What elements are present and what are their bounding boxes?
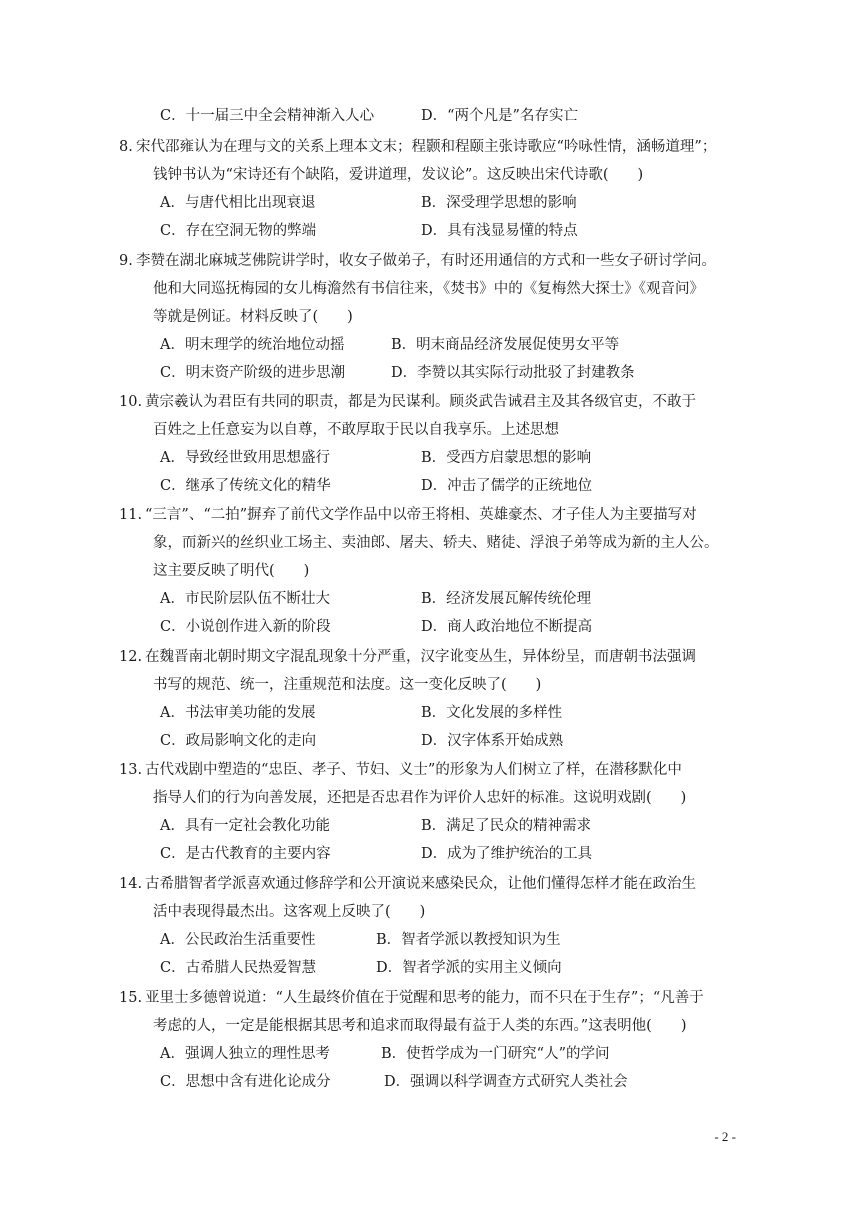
- option-14c: C．古希腊人民热爱智慧: [160, 960, 317, 976]
- question-number: 10.: [119, 394, 143, 410]
- option-7c: C．十一届三中全会精神渐入人心: [160, 108, 375, 124]
- question-text: 象，而新兴的丝织业工场主、卖油郎、屠夫、轿夫、赌徒、浮浪子弟等成为新的主人公。: [153, 535, 719, 551]
- question-number: 14.: [119, 876, 143, 892]
- question-number: 11.: [119, 507, 143, 523]
- option-10d: D．冲击了儒学的正统地位: [421, 478, 593, 494]
- question-number: 8.: [119, 139, 133, 155]
- option-9b: B．明末商品经济发展促使男女平等: [391, 337, 620, 353]
- option-14d: D．智者学派的实用主义倾向: [376, 960, 562, 976]
- question-text: 指导人们的行为向善发展，还把是否忠君作为评价人忠奸的标准。这说明戏剧( ): [153, 790, 687, 806]
- question-text: 宋代邵雍认为在理与文的关系上理本文末；程颢和程颐主张诗歌应“吟咏性情，涵畅道理”；: [136, 139, 717, 155]
- question-text: 等就是例证。材料反映了( ): [153, 309, 353, 325]
- option-7d: D．“两个凡是”名存实亡: [421, 108, 578, 124]
- option-9d: D．李赞以其实际行动批驳了封建教条: [391, 365, 635, 381]
- question-text: 亚里士多德曾说道：“人生最终价值在于觉醒和思考的能力，而不只在于生存”；“凡善于: [145, 990, 704, 1006]
- option-13b: B．满足了民众的精神需求: [421, 818, 592, 834]
- option-11a: A．市民阶层队伍不断壮大: [160, 591, 330, 607]
- option-14a: A．公民政治生活重要性: [160, 932, 316, 948]
- question-text: “三言”、“二拍”摒弃了前代文学作品中以帝王将相、英雄豪杰、才子佳人为主要描写对: [145, 507, 697, 523]
- option-12c: C．政局影响文化的走向: [160, 733, 317, 749]
- option-13d: D．成为了维护统治的工具: [421, 846, 593, 862]
- option-9c: C．明末资产阶级的进步思潮: [160, 365, 346, 381]
- question-text: 在魏晋南北朝时期文字混乱现象十分严重，汉字讹变丛生，异体纷呈，而唐朝书法强调: [145, 649, 696, 665]
- option-8b: B．深受理学思想的影响: [421, 195, 577, 211]
- option-12a: A．书法审美功能的发展: [160, 705, 316, 721]
- option-8a: A．与唐代相比出现衰退: [160, 195, 316, 211]
- page-number: - 2 -: [714, 1129, 736, 1144]
- question-text: 黄宗羲认为君臣有共同的职责，都是为民谋利。顾炎武告诫君主及其各级官吏，不敢于: [145, 394, 696, 410]
- option-12b: B．文化发展的多样性: [421, 705, 563, 721]
- question-number: 15.: [119, 990, 143, 1006]
- option-13a: A．具有一定社会教化功能: [160, 818, 330, 834]
- option-11b: B．经济发展瓦解传统伦理: [421, 591, 592, 607]
- option-11d: D．商人政治地位不断提高: [421, 619, 593, 635]
- option-11c: C．小说创作进入新的阶段: [160, 619, 331, 635]
- option-13c: C．是古代教育的主要内容: [160, 846, 331, 862]
- question-text: 李赞在湖北麻城芝佛院讲学时，收女子做弟子，有时还用通信的方式和一些女子研讨学问。: [136, 253, 716, 269]
- question-number: 13.: [119, 762, 143, 778]
- question-number: 12.: [119, 649, 143, 665]
- option-12d: D．汉字体系开始成熟: [421, 733, 564, 749]
- option-10c: C．继承了传统文化的精华: [160, 478, 331, 494]
- question-text: 活中表现得最杰出。这客观上反映了( ): [153, 904, 426, 920]
- option-15d: D．强调以科学调查方式研究人类社会: [384, 1074, 628, 1090]
- option-15a: A．强调人独立的理性思考: [160, 1046, 330, 1062]
- question-text: 古希腊智者学派喜欢通过修辞学和公开演说来感染民众，让他们懂得怎样才能在政治生: [145, 876, 696, 892]
- question-text: 钱钟书认为“宋诗还有个缺陷，爱讲道理，发议论”。这反映出宋代诗歌( ): [153, 167, 644, 183]
- question-text: 这主要反映了明代( ): [153, 563, 310, 579]
- option-10b: B．受西方启蒙思想的影响: [421, 450, 592, 466]
- option-8c: C．存在空洞无物的弊端: [160, 223, 317, 239]
- option-10a: A．导致经世致用思想盛行: [160, 450, 330, 466]
- option-14b: B．智者学派以教授知识为生: [376, 932, 561, 948]
- question-text: 考虑的人，一定是能根据其思考和追求而取得最有益于人类的东西。”这表明他( ): [153, 1018, 687, 1034]
- question-text: 他和大同巡抚梅园的女儿梅澹然有书信往来，《焚书》中的《复梅然大探士》《观音问》: [153, 281, 704, 297]
- option-15c: C．思想中含有进化论成分: [160, 1074, 331, 1090]
- option-9a: A．明末理学的统治地位动摇: [160, 337, 345, 353]
- question-text: 古代戏剧中塑造的“忠臣、孝子、节妇、义士”的形象为人们树立了样，在潜移默化中: [145, 762, 682, 778]
- question-text: 百姓之上任意妄为以自尊，不敢厚取于民以自我享乐。上述思想: [153, 422, 559, 438]
- question-number: 9.: [119, 253, 133, 269]
- option-8d: D．具有浅显易懂的特点: [421, 223, 578, 239]
- question-text: 书写的规范、统一，注重规范和法度。这一变化反映了( ): [153, 677, 542, 693]
- option-15b: B．使哲学成为一门研究“人”的学问: [381, 1046, 610, 1062]
